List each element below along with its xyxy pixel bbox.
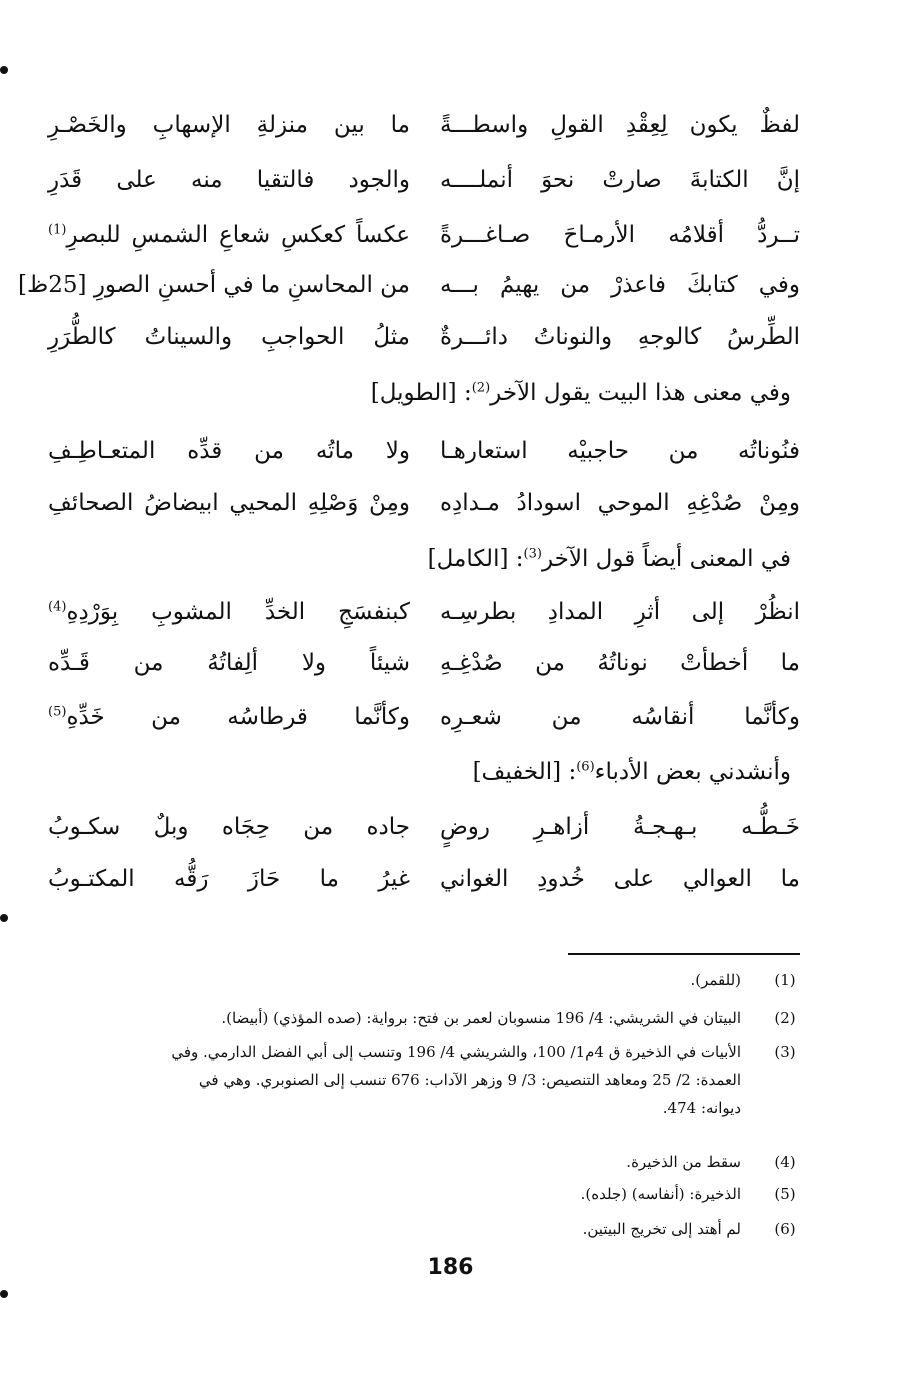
footnote-number: (1) (774, 971, 796, 989)
footnote-number: (2) (774, 1009, 796, 1027)
second-hemistich: ولا ماتُه من قدِّه المتعـاطِـفِ (48, 438, 410, 464)
footnote-number: (4) (774, 1153, 796, 1171)
second-hemistich: غيرُ ما حَازَ رَقُّه المكتـوبُ (48, 866, 410, 892)
second-hemistich: من المحاسنِ ما في أحسنِ الصورِ [25ظ] (18, 272, 410, 298)
scan-mark (0, 66, 8, 74)
first-hemistich: ما العوالي على خُدودِ الغواني (440, 866, 800, 892)
page-number: 186 (427, 1255, 474, 1280)
verse (48, 585, 800, 639)
second-hemistich: والجود فالتقيا منه على قَدَرِ (48, 167, 410, 193)
meter-intro: في المعنى أيضاً قول الآخر$^{(3)}$: [الكامل] (427, 546, 791, 572)
footnote-ref: (2) (471, 380, 491, 396)
footnote-text: سقط من الذخيرة. (626, 1153, 741, 1171)
first-hemistich: وكأنَّما أنقاسُه من شعـرِه (440, 704, 800, 730)
footnote-text: الأبيات في الذخيرة ق 4م1/ 100، والشريشي 4/ 196 وتنسب إلى أبي الفضل الدارمي. وفي (171, 1043, 741, 1061)
first-hemistich: ومِنْ صُدْغِهِ الموحي اسودادُ مـدادِه (440, 490, 800, 516)
second-hemistich: جاده من حِجَاه وبلٌ سكـوبُ (48, 814, 410, 840)
footnote-ref: (5) (48, 704, 67, 720)
first-hemistich: وفي كتابكَ فاعذرْ من يهيمُ بـــه (440, 272, 800, 298)
footnote-ref: (6) (576, 759, 595, 775)
verse (48, 310, 800, 364)
footnote (100, 1038, 801, 1122)
scan-mark (0, 914, 8, 922)
verse (48, 476, 800, 530)
second-hemistich: ما بين منزلةِ الإسهابِ والخَصْـرِ (48, 112, 410, 138)
first-hemistich: انظُرْ إلى أثرِ المدادِ بطرسِـه (440, 599, 800, 625)
first-hemistich: تــردُّ أقلامُه الأرمـاحَ صـاغـــرةً (440, 222, 800, 248)
verse (48, 636, 800, 690)
second-hemistich: وكأنَّما قرطاسُه من خَدِّهِ$^{(5)}$ (48, 704, 410, 730)
footnote-text: العمدة: 2/ 25 ومعاهد التنصيص: 3/ 9 وزهر الآداب: 676 تنسب إلى الصنوبري. وهي في (198, 1071, 741, 1089)
footnote-ref: (4) (48, 599, 67, 615)
meter-intro: وأنشدني بعض الأدباء$^{(6)}$: [الخفيف] (472, 759, 791, 785)
first-hemistich: فنُوناتُه من حاجبيْه استعارهـا (440, 438, 800, 464)
footnote-divider (568, 953, 800, 955)
second-hemistich: ومِنْ وَصْلِهِ المحيي ابيضاضُ الصحائفِ (48, 490, 410, 516)
verse (18, 258, 800, 312)
footnote-text: لم أهتد إلى تخريج البيتين. (582, 1220, 741, 1238)
second-hemistich: شيئاً ولا ألِفاتُهُ من قَـدِّه (48, 650, 410, 676)
first-hemistich: الطِّرسُ كالوجهِ والنوناتُ دائـــرةٌ (440, 324, 800, 350)
first-hemistich: ما أخطأتْ نوناتُهُ من صُدْغِـهِ (440, 650, 800, 676)
verse (48, 800, 800, 854)
meter-intro: وفي معنى هذا البيت يقول الآخر$^{(2)}$: [الطويل] (370, 380, 791, 406)
first-hemistich: خَـطُّـه بـهـجـةُ أزاهـرِ روضٍ (440, 814, 800, 840)
verse (48, 208, 800, 262)
verse (48, 690, 800, 744)
first-hemistich: إنَّ الكتابةَ صارتْ نحوَ أنملــــه (440, 167, 800, 193)
second-hemistich: مثلُ الحواجبِ والسيناتُ كالطُّرَرِ (48, 324, 410, 350)
footnote-text: ديوانه: 474. (662, 1099, 741, 1117)
footnote (100, 966, 801, 994)
first-hemistich: لفظٌ يكون لِعِقْدِ القولِ واسطـــةً (440, 112, 800, 138)
second-hemistich: عكساً كعكسِ شعاعِ الشمسِ للبصرِ$^{(1)}$ (48, 222, 410, 248)
verse (48, 153, 800, 207)
verse (48, 424, 800, 478)
footnote-ref: (1) (48, 222, 67, 238)
verse (48, 98, 800, 152)
footnote (100, 1004, 801, 1032)
footnote-number: (3) (774, 1043, 796, 1061)
footnote-ref: (3) (523, 546, 542, 562)
footnote (100, 1215, 801, 1243)
footnote-text: الذخيرة: (أنفاسه) (جلده). (580, 1185, 741, 1203)
second-hemistich: كبنفسَجِ الخدِّ المشوبِ بِوَرْدِهِ$^{(4)}$ (48, 599, 410, 625)
footnote (100, 1148, 801, 1176)
footnote-text: (للقمر). (690, 971, 741, 989)
footnote-text: البيتان في الشريشي: 4/ 196 منسوبان لعمر بن فتح: برواية: (صده المؤذي) (أبيضا). (221, 1009, 741, 1027)
verse (48, 852, 800, 906)
scan-mark (0, 1290, 8, 1298)
footnote-number: (6) (774, 1220, 796, 1238)
footnote (100, 1180, 801, 1208)
footnote-number: (5) (774, 1185, 796, 1203)
